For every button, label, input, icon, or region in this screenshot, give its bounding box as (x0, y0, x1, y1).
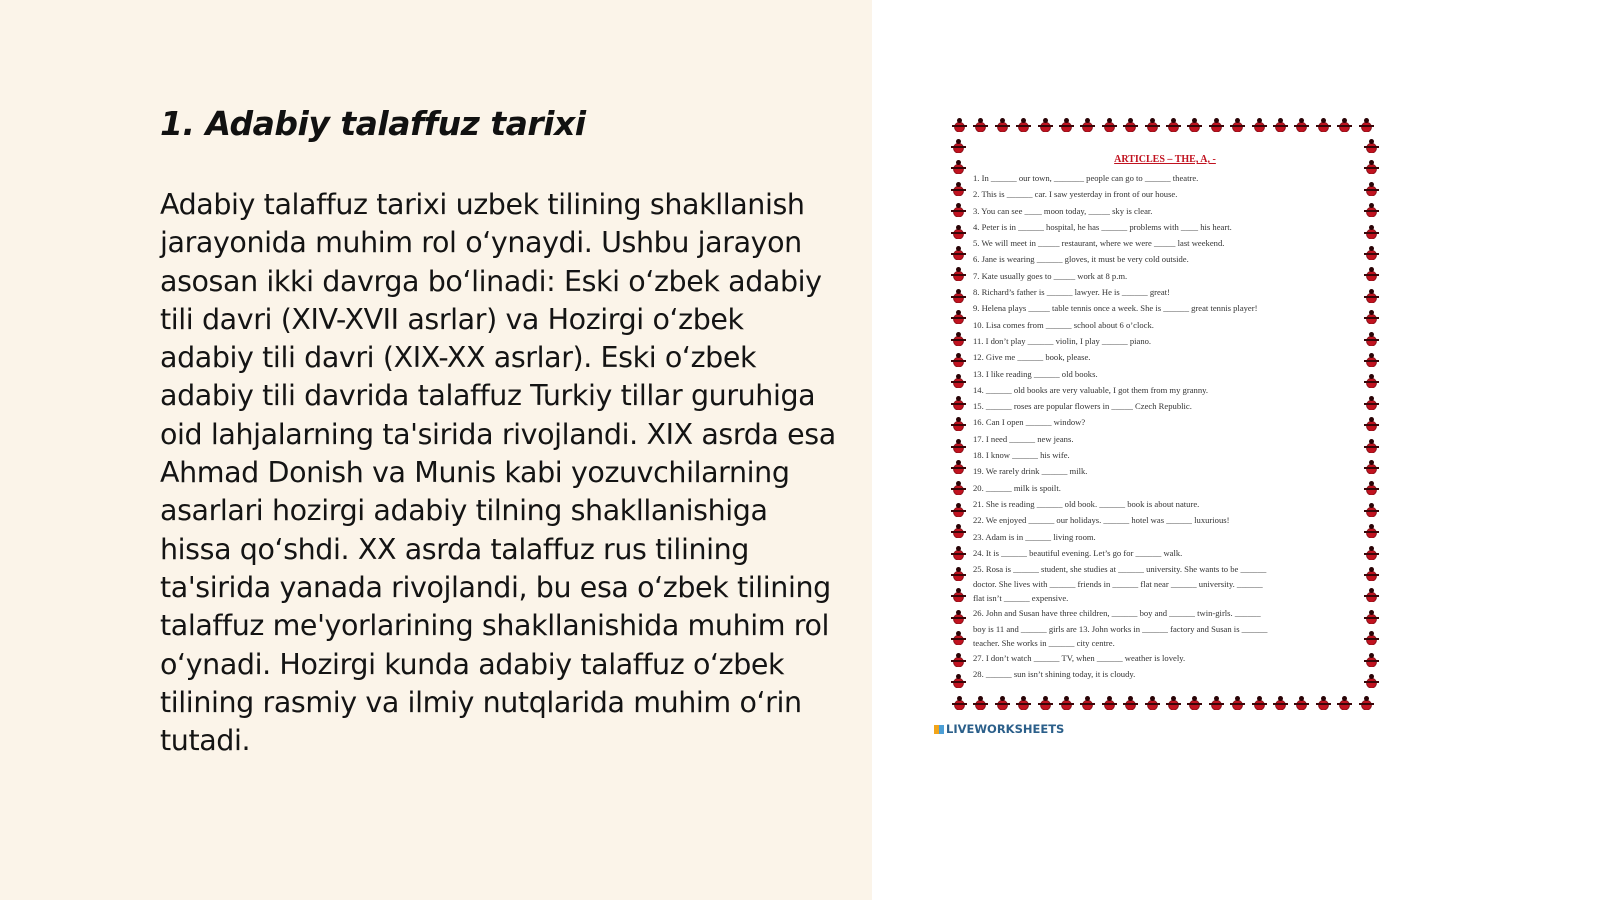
ladybug-icon (1254, 120, 1265, 132)
worksheet-exercise-line: 17. I need ______ new jeans. (973, 433, 1074, 444)
ladybug-icon (1318, 120, 1329, 132)
ladybug-icon (1147, 698, 1158, 710)
slide-title: 1. Adabiy talaffuz tarixi (160, 104, 586, 143)
worksheet-exercise-line: 12. Give me ______ book, please. (973, 352, 1091, 363)
ladybug-icon (1366, 162, 1377, 174)
ladybug-icon (953, 462, 964, 474)
ladybug-icon (1361, 120, 1372, 132)
ladybug-icon (1339, 120, 1350, 132)
ladybug-icon (1168, 120, 1179, 132)
ladybug-icon (953, 227, 964, 239)
worksheet-exercise-line: doctor. She lives with ______ friends in ______ flat near ______ university. ______ (973, 579, 1263, 590)
ladybug-icon (1232, 120, 1243, 132)
ladybug-icon (953, 184, 964, 196)
ladybug-icon (953, 633, 964, 645)
ladybug-icon (1366, 419, 1377, 431)
ladybug-icon (953, 376, 964, 388)
ladybug-icon (953, 419, 964, 431)
ladybug-icon (1061, 698, 1072, 710)
ladybug-icon (1366, 398, 1377, 410)
ladybug-icon (1040, 120, 1051, 132)
worksheet-exercise-line: 24. It is ______ beautiful evening. Let’s go for ______ walk. (973, 547, 1183, 558)
worksheet-exercise-line: 1. In ______ our town, _______ people can go to ______ theatre. (973, 173, 1199, 183)
ladybug-icon (1366, 355, 1377, 367)
worksheet-exercise-line: 13. I like reading ______ old books. (973, 368, 1098, 379)
worksheet-exercise-line: 6. Jane is wearing ______ gloves, it must be very cold outside. (973, 254, 1189, 265)
ladybug-icon (953, 441, 964, 453)
ladybug-icon (1339, 698, 1350, 710)
worksheet-exercise-line: 21. She is reading ______ old book. ______ book is about nature. (973, 498, 1200, 509)
worksheet-exercise-line: 8. Richard’s father is ______ lawyer. He is ______ great! (973, 287, 1170, 298)
worksheet-exercise-line: boy is 11 and ______ girls are 13. John works in ______ factory and Susan is ______ (973, 623, 1268, 634)
ladybug-icon (1366, 655, 1377, 667)
worksheet-exercise-line: 10. Lisa comes from ______ school about 6 o’clock. (973, 319, 1154, 330)
ladybug-icon (1366, 141, 1377, 153)
ladybug-icon (1366, 676, 1377, 688)
ladybug-icon (953, 398, 964, 410)
worksheet-exercise-line: 9. Helena plays _____ table tennis once a week. She is ______ great tennis player! (973, 303, 1258, 314)
ladybug-icon (1366, 376, 1377, 388)
worksheet-exercise-line: 2. This is ______ car. I saw yesterday in front of our house. (973, 189, 1178, 200)
worksheet-exercise-line: 27. I don’t watch ______ TV, when ______ weather is lovely. (973, 652, 1186, 663)
worksheet-exercise-line: 18. I know ______ his wife. (973, 450, 1070, 461)
ladybug-icon (953, 548, 964, 560)
ladybug-icon (1366, 526, 1377, 538)
worksheet-exercise-line: 7. Kate usually goes to _____ work at 8 p.m. (973, 270, 1128, 281)
ladybug-icon (1366, 227, 1377, 239)
ladybug-icon (953, 676, 964, 688)
ladybug-icon (953, 569, 964, 581)
worksheet-exercise-list (973, 170, 1358, 682)
ladybug-icon (953, 590, 964, 602)
worksheet-exercise-line: flat isn’t ______ expensive. (973, 593, 1069, 604)
ladybug-icon (1082, 698, 1093, 710)
ladybug-icon (1275, 120, 1286, 132)
ladybug-icon (1104, 698, 1115, 710)
worksheet-exercise-line: 26. John and Susan have three children, ______ boy and ______ twin-girls. ______ (973, 608, 1261, 619)
ladybug-icon (953, 612, 964, 624)
worksheet-exercise-line: 16. Can I open ______ window? (973, 417, 1086, 428)
ladybug-icon (1366, 462, 1377, 474)
worksheet-exercise-line: 5. We will meet in _____ restaurant, where we were _____ last weekend. (973, 238, 1225, 249)
ladybug-icon (1366, 633, 1377, 645)
worksheet-exercise-line: 15. ______ roses are popular flowers in _____ Czech Republic. (973, 401, 1192, 412)
ladybug-icon (1189, 120, 1200, 132)
worksheet-exercise-line: 3. You can see ____ moon today, _____ sky is clear. (973, 205, 1153, 216)
ladybug-icon (954, 698, 965, 710)
ladybug-icon (953, 248, 964, 260)
slide-body-text: Adabiy talaffuz tarixi uzbek tilining shakllanish jarayonida muhim rol o‘ynaydi. Ushbu jarayon asosan ikki davrga bo‘linadi: Eski o‘zbek adabiy tili davri (XIV-XVII asrlar) va Hozirgi o‘zbek adabiy tili davri (XIX-XX asrlar). Eski o‘zbek adabiy tili davrida talaffuz Turkiy tillar guruhiga oid lahjalarning ta'sirida rivojlandi. XIX asrda esa Ahmad Donish va Munis kabi yozuvchilarning asarlari hozirgi adabiy tilning shakllanishiga hissa qo‘shdi. XX asrda talaffuz rus tilining ta'sirida yanada rivojlandi, bu esa o‘zbek tilining talaffuz me'yorlarining shakllanishida muhim rol o‘ynadi. Hozirgi kunda adabiy talaffuz o‘zbek tilining rasmiy va ilmiy nutqlarida muhim o‘rin tutadi. (160, 188, 836, 758)
ladybug-icon (953, 505, 964, 517)
ladybug-icon (1018, 120, 1029, 132)
ladybug-icon (1296, 120, 1307, 132)
worksheet-exercise-line: 25. Rosa is ______ student, she studies at ______ university. She wants to be ______ (973, 564, 1267, 575)
ladybug-icon (1366, 205, 1377, 217)
ladybug-icon (1366, 312, 1377, 324)
worksheet-exercise-line: 20. ______ milk is spoilt. (973, 482, 1061, 493)
ladybug-icon (1366, 269, 1377, 281)
ladybug-icon (1211, 120, 1222, 132)
ladybug-icon (1040, 698, 1051, 710)
ladybug-icon (953, 355, 964, 367)
ladybug-icon (1018, 698, 1029, 710)
ladybug-icon (975, 120, 986, 132)
ladybug-icon (953, 269, 964, 281)
liveworksheets-logo-icon (934, 725, 944, 734)
ladybug-icon (1254, 698, 1265, 710)
ladybug-icon (1366, 569, 1377, 581)
worksheet-title: ARTICLES – THE, A, - (1114, 154, 1216, 165)
worksheet-exercise-line: 11. I don’t play ______ violin, I play ______ piano. (973, 335, 1152, 346)
ladybug-icon (1318, 698, 1329, 710)
ladybug-icon (1104, 120, 1115, 132)
worksheet-exercise-line: 23. Adam is in ______ living room. (973, 531, 1096, 542)
worksheet-exercise-line: 22. We enjoyed ______ our holidays. ______ hotel was ______ luxurious! (973, 515, 1230, 526)
ladybug-icon (1366, 248, 1377, 260)
ladybug-icon (953, 162, 964, 174)
worksheet-exercise-line: 28. ______ sun isn’t shining today, it is cloudy. (973, 669, 1136, 680)
worksheet-exercise-line: teacher. She works in ______ city centre. (973, 637, 1115, 648)
ladybug-icon (1366, 548, 1377, 560)
worksheet-image (950, 114, 1410, 734)
ladybug-icon (1366, 483, 1377, 495)
ladybug-icon (1296, 698, 1307, 710)
ladybug-icon (953, 526, 964, 538)
ladybug-icon (1125, 120, 1136, 132)
worksheet-exercise-line: 19. We rarely drink ______ milk. (973, 466, 1088, 477)
ladybug-icon (953, 483, 964, 495)
worksheet-exercise-line: 14. ______ old books are very valuable, I got them from my granny. (973, 384, 1209, 395)
ladybug-icon (1366, 184, 1377, 196)
ladybug-icon (1232, 698, 1243, 710)
ladybug-icon (1189, 698, 1200, 710)
ladybug-icon (1147, 120, 1158, 132)
worksheet-exercise-line: 4. Peter is in ______ hospital, he has ______ problems with ____ his heart. (973, 221, 1232, 232)
ladybug-icon (997, 120, 1008, 132)
ladybug-icon (953, 312, 964, 324)
ladybug-icon (1168, 698, 1179, 710)
liveworksheets-logo (934, 722, 1064, 736)
ladybug-icon (953, 334, 964, 346)
liveworksheets-logo-text: LIVEWORKSHEETS (946, 722, 1065, 736)
ladybug-icon (953, 205, 964, 217)
ladybug-icon (1125, 698, 1136, 710)
ladybug-icon (1366, 291, 1377, 303)
ladybug-icon (1366, 590, 1377, 602)
ladybug-icon (953, 291, 964, 303)
ladybug-icon (1361, 698, 1372, 710)
ladybug-icon (1366, 612, 1377, 624)
ladybug-icon (954, 120, 965, 132)
ladybug-icon (975, 698, 986, 710)
ladybug-icon (1366, 505, 1377, 517)
ladybug-icon (1082, 120, 1093, 132)
ladybug-icon (953, 141, 964, 153)
ladybug-icon (1366, 441, 1377, 453)
ladybug-icon (1211, 698, 1222, 710)
worksheet-page (950, 114, 1380, 712)
ladybug-icon (997, 698, 1008, 710)
ladybug-icon (1366, 334, 1377, 346)
ladybug-icon (1061, 120, 1072, 132)
ladybug-icon (953, 655, 964, 667)
ladybug-icon (1275, 698, 1286, 710)
